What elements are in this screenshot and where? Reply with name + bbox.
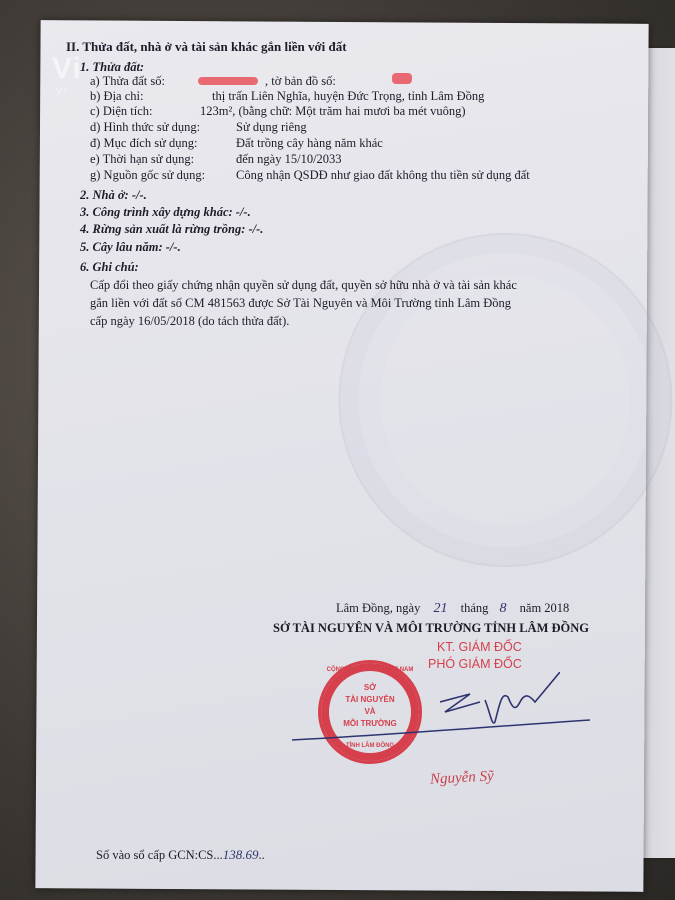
seal-ring-top: CỘNG HÒA X.H.C.N VIỆT NAM: [326, 667, 414, 673]
notes-heading: 6. Ghi chú:: [80, 260, 139, 274]
issue-book-label: Số vào sổ cấp GCN:CS...: [96, 848, 223, 862]
forest-item: 4. Rừng sản xuất là rừng trồng: -/-.: [80, 222, 264, 236]
land-heading: 1. Thửa đất:: [80, 60, 145, 74]
construction-item: 3. Công trình xây dựng khác: -/-.: [80, 205, 251, 219]
note-line: gắn liền với đất số CM 481563 được Sở Tài Nguyên và Môi Trường tỉnh Lâm Đồng: [90, 296, 511, 310]
brand-tagline: VI: [56, 86, 69, 96]
date-day: 21: [433, 601, 448, 616]
section-title: II. Thửa đất, nhà ở và tài sản khác gắn liền với đất: [66, 39, 347, 54]
redaction-mark: [198, 77, 258, 85]
on-behalf-title: KT. GIÁM ĐỐC: [437, 640, 522, 654]
seal-text: SỞ: [363, 683, 377, 692]
map-sheet-label: , tờ bản đồ số:: [265, 74, 336, 88]
signer-name: Nguyễn Sỹ: [429, 768, 495, 788]
seal-text: TÀI NGUYÊN: [345, 695, 395, 704]
place-date: [336, 601, 569, 616]
seal-ring-bottom: TỈNH LÂM ĐỒNG: [345, 743, 395, 749]
seal-text: MÔI TRƯỜNG: [343, 719, 397, 728]
date-month: 8: [499, 601, 507, 616]
deputy-title: PHÓ GIÁM ĐỐC: [428, 657, 522, 671]
certificate-page: [35, 20, 648, 892]
issuing-authority: SỞ TÀI NGUYÊN VÀ MÔI TRƯỜNG TỈNH LÂM ĐỒNG: [273, 621, 590, 635]
perennial-item: 5. Cây lâu năm: -/-.: [80, 240, 181, 254]
issue-book-value: 138.69: [222, 847, 259, 862]
year-label: năm 2018: [519, 601, 570, 615]
use-form-label: d) Hình thức sử dụng:: [90, 120, 201, 134]
use-origin-label: g) Nguồn gốc sử dụng:: [90, 168, 206, 182]
use-origin-value: Công nhận QSDĐ như giao đất không thu tiền sử dụng đất: [236, 168, 530, 182]
address-value: thị trấn Liên Nghĩa, huyện Đức Trọng, tỉnh Lâm Đồng: [212, 89, 485, 103]
area-label: c) Diện tích:: [90, 104, 153, 118]
use-purpose-label: đ) Mục đích sử dụng:: [90, 136, 198, 150]
seal-text: VÀ: [364, 707, 376, 716]
address-label: b) Địa chỉ:: [90, 89, 144, 103]
house-item: 2. Nhà ở: -/-.: [80, 188, 147, 202]
use-purpose-value: Đất trồng cây hàng năm khác: [236, 136, 383, 150]
note-line: Cấp đổi theo giấy chứng nhận quyền sử dụng đất, quyền sở hữu nhà ở và tài sản khác: [90, 278, 517, 292]
use-term-label: e) Thời hạn sử dụng:: [90, 152, 195, 166]
official-seal: [318, 660, 422, 764]
redaction-mark: [392, 73, 412, 84]
use-term-value: đến ngày 15/10/2033: [236, 152, 342, 166]
handwritten-signature: [440, 672, 560, 732]
use-form-value: Sử dụng riêng: [236, 120, 307, 134]
area-value: 123m², (bằng chữ: Một trăm hai mươi ba mét vuông): [200, 104, 466, 118]
note-line: cấp ngày 16/05/2018 (do tách thửa đất).: [90, 314, 290, 328]
issue-book-suffix: ..: [258, 848, 265, 862]
month-label: tháng: [460, 601, 489, 615]
brand-logo: Vi: [52, 52, 82, 85]
place-date-prefix: Lâm Đồng, ngày: [336, 601, 421, 615]
parcel-number-label: a) Thửa đất số:: [90, 74, 165, 88]
issue-book-number: [96, 848, 265, 862]
